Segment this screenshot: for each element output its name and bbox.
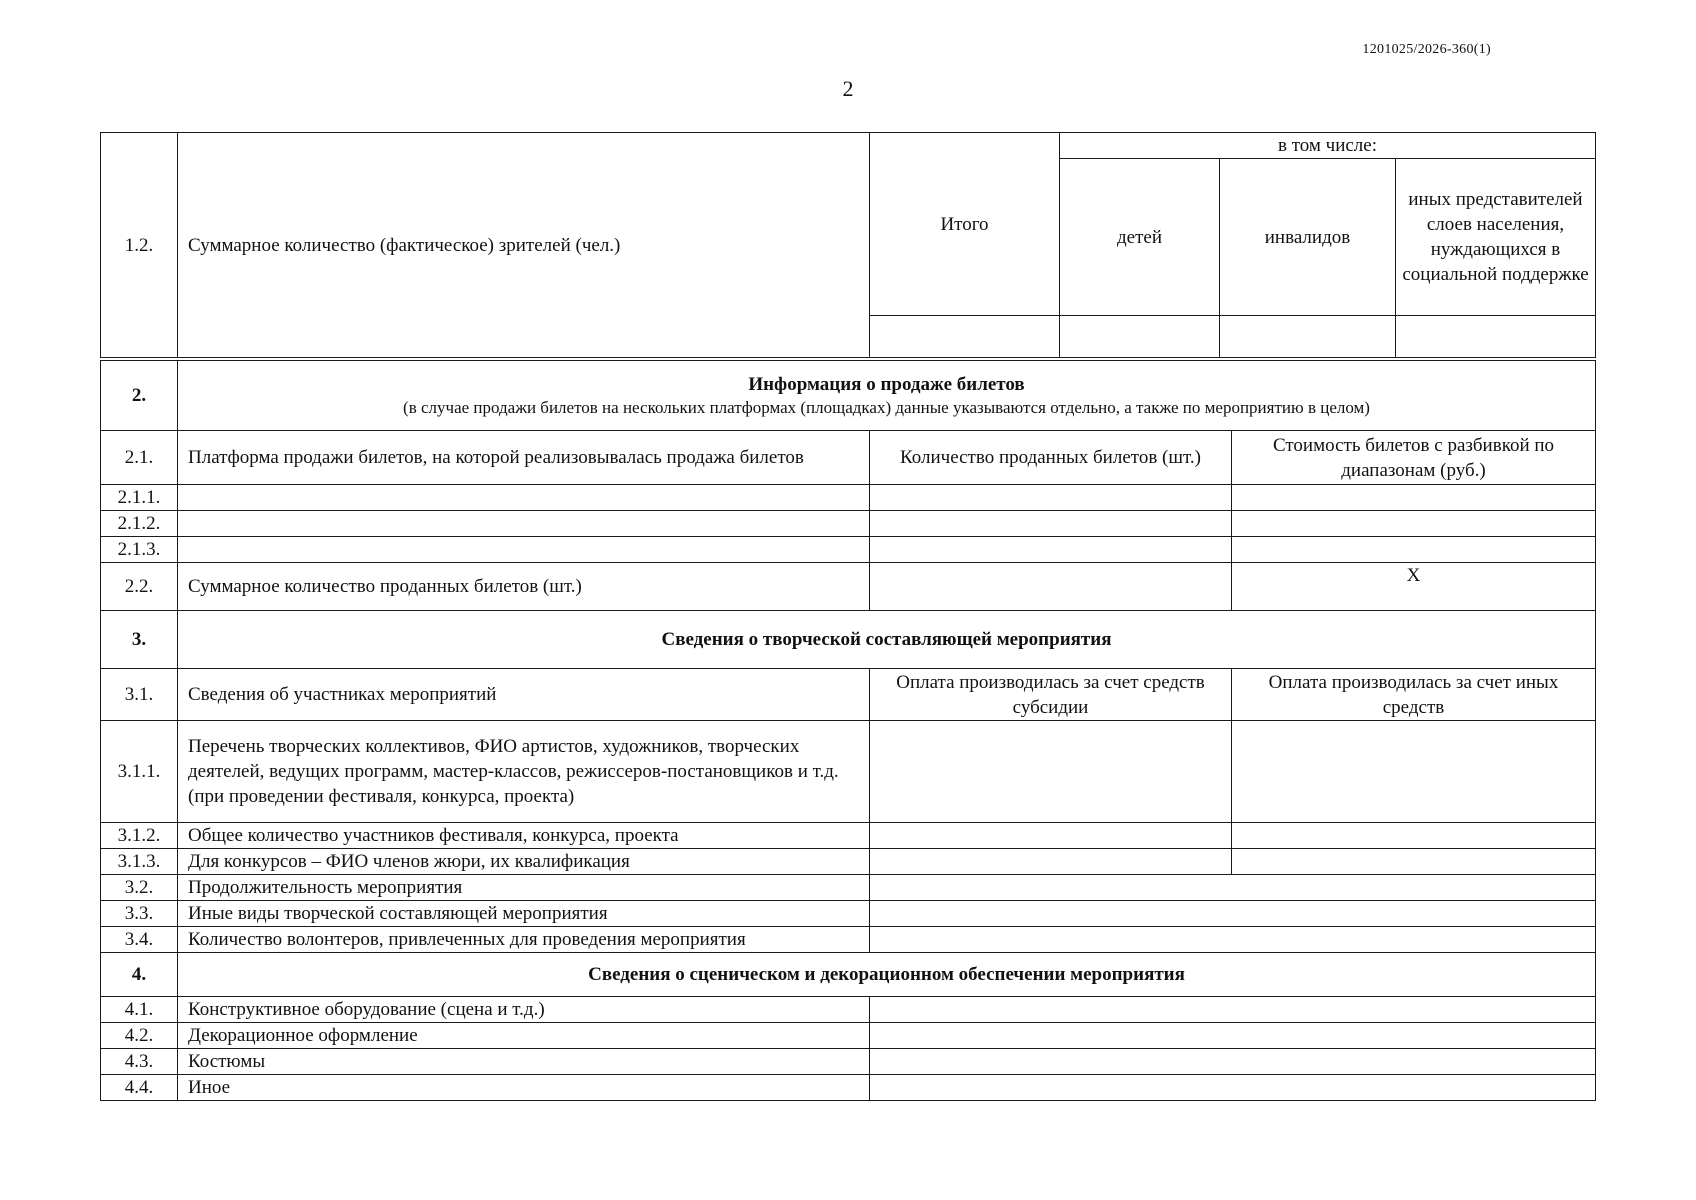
row-label: Иное (178, 1075, 870, 1101)
price-cell[interactable] (1232, 511, 1596, 537)
table-row (101, 511, 1596, 537)
viewers-label: Суммарное количество (фактическое) зрителей (чел.) (178, 133, 870, 358)
row-number: 2.1.3. (101, 537, 178, 563)
value-cell[interactable] (870, 875, 1596, 901)
qty-cell[interactable] (870, 511, 1232, 537)
row-label: Платформа продажи билетов, на которой реализовывалась продажа билетов (178, 431, 870, 485)
row-label: Сведения об участниках мероприятий (178, 669, 870, 721)
row-label: Количество волонтеров, привлеченных для проведения мероприятия (178, 927, 870, 953)
platform-cell[interactable] (178, 485, 870, 511)
section-4-header-row (101, 953, 1596, 997)
row-number: 2.2. (101, 563, 178, 611)
platform-cell[interactable] (178, 537, 870, 563)
price-cell[interactable] (1232, 485, 1596, 511)
row-number: 3.1.3. (101, 849, 178, 875)
viewers-table (100, 132, 1596, 358)
row-number: 4.2. (101, 1023, 178, 1049)
table-row (101, 485, 1596, 511)
including-header: в том числе: (1060, 133, 1596, 159)
total-header: Итого (870, 133, 1060, 316)
value-cell[interactable] (870, 927, 1596, 953)
qty-cell[interactable] (870, 485, 1232, 511)
subsidy-payment-header: Оплата производилась за счет средств субсидии (870, 669, 1232, 721)
row-number: 4.3. (101, 1049, 178, 1075)
section-number: 2. (101, 361, 178, 431)
row-number-1-2: 1.2. (101, 133, 178, 358)
row-label: Декорационное оформление (178, 1023, 870, 1049)
tickets-qty-header: Количество проданных билетов (шт.) (870, 431, 1232, 485)
table-row (101, 537, 1596, 563)
other-groups-value-cell[interactable] (1396, 316, 1596, 358)
total-qty-cell[interactable] (870, 563, 1232, 611)
subsidy-cell[interactable] (870, 823, 1232, 849)
row-number: 3.3. (101, 901, 178, 927)
subsidy-cell[interactable] (870, 849, 1232, 875)
value-cell[interactable] (870, 1075, 1596, 1101)
row-number: 4.1. (101, 997, 178, 1023)
page-number: 2 (842, 76, 854, 101)
row-label: Костюмы (178, 1049, 870, 1075)
row-number: 2.1. (101, 431, 178, 485)
row-number: 4.4. (101, 1075, 178, 1101)
section-2-header-row (101, 361, 1596, 431)
value-cell[interactable] (870, 1023, 1596, 1049)
disabled-value-cell[interactable] (1220, 316, 1396, 358)
row-number: 3.1.1. (101, 721, 178, 823)
other-groups-header: иных представителей слоев населения, нуждающихся в социальной поддержке (1396, 159, 1596, 316)
tickets-price-header: Стоимость билетов с разбивкой по диапазонам (руб.) (1232, 431, 1596, 485)
section-title (178, 361, 1596, 431)
section-number: 4. (101, 953, 178, 997)
other-funds-cell[interactable] (1232, 823, 1596, 849)
section-title: Сведения о сценическом и декорационном обеспечении мероприятия (178, 953, 1596, 997)
row-label: Для конкурсов – ФИО членов жюри, их квалификация (178, 849, 870, 875)
children-value-cell[interactable] (1060, 316, 1220, 358)
row-number: 2.1.2. (101, 511, 178, 537)
section-number: 3. (101, 611, 178, 669)
row-number: 2.1.1. (101, 485, 178, 511)
price-cell[interactable] (1232, 537, 1596, 563)
value-cell[interactable] (870, 997, 1596, 1023)
children-header: детей (1060, 159, 1220, 316)
row-label: Суммарное количество проданных билетов (шт.) (178, 563, 870, 611)
qty-cell[interactable] (870, 537, 1232, 563)
total-value-cell[interactable] (870, 316, 1060, 358)
price-not-applicable-mark: Х (1232, 563, 1596, 611)
row-number: 3.1.2. (101, 823, 178, 849)
section-title: Сведения о творческой составляющей мероприятия (178, 611, 1596, 669)
other-funds-cell[interactable] (1232, 721, 1596, 823)
value-cell[interactable] (870, 901, 1596, 927)
value-cell[interactable] (870, 1049, 1596, 1075)
section-2-title: Информация о продаже билетов (748, 374, 1025, 395)
other-funds-cell[interactable] (1232, 849, 1596, 875)
row-label: Перечень творческих коллективов, ФИО артистов, художников, творческих деятелей, ведущих программ, мастер-классов, режиссеров-постановщиков и т.д. (при проведении фестиваля, конкурса, проекта) (178, 721, 870, 823)
platform-cell[interactable] (178, 511, 870, 537)
document-code: 1201025/2026-360(1) (1362, 42, 1491, 57)
row-number: 3.1. (101, 669, 178, 721)
section-3-header-row (101, 611, 1596, 669)
section-2-subtitle: (в случае продажи билетов на нескольких платформах (площадках) данные указываются отдельно, а также по мероприятию в целом) (403, 398, 1370, 417)
row-label: Общее количество участников фестиваля, конкурса, проекта (178, 823, 870, 849)
row-number: 3.4. (101, 927, 178, 953)
sections-table (100, 360, 1596, 1101)
subsidy-cell[interactable] (870, 721, 1232, 823)
disabled-header: инвалидов (1220, 159, 1396, 316)
row-label: Иные виды творческой составляющей мероприятия (178, 901, 870, 927)
row-label: Конструктивное оборудование (сцена и т.д.) (178, 997, 870, 1023)
other-funds-payment-header: Оплата производилась за счет иных средств (1232, 669, 1596, 721)
row-number: 3.2. (101, 875, 178, 901)
row-label: Продолжительность мероприятия (178, 875, 870, 901)
